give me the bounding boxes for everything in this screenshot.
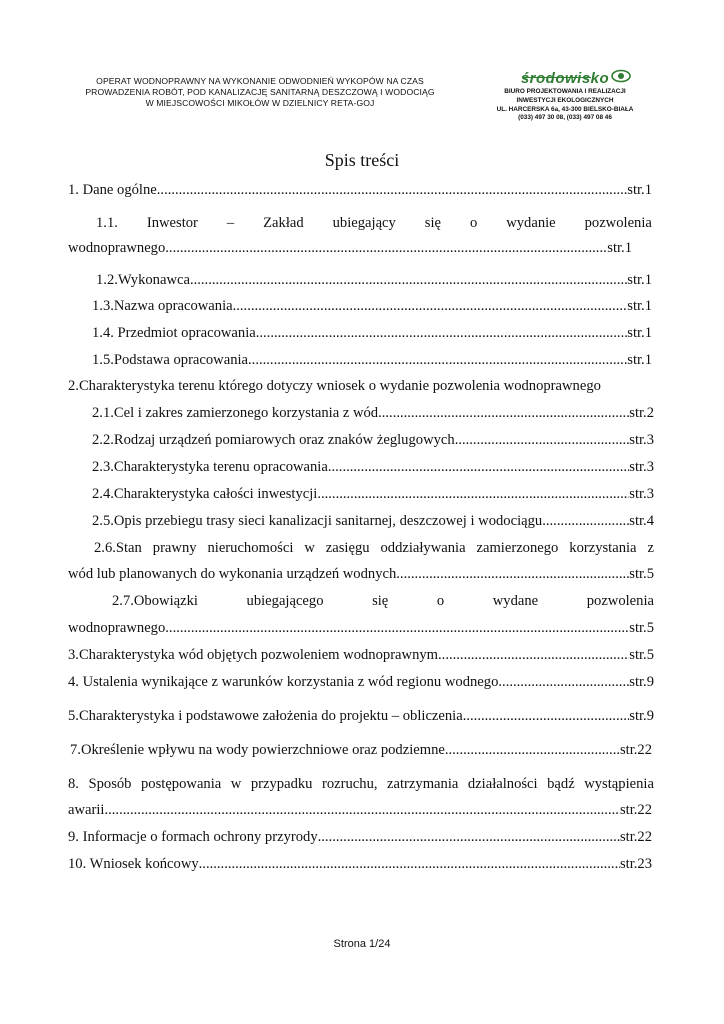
toc-entry[interactable] [68, 647, 654, 664]
toc-entry-page: str.3 [629, 486, 654, 502]
toc-entry-word: ubiegającego [246, 593, 324, 609]
toc-entry[interactable] [92, 432, 654, 449]
toc-entry-page: str.2 [629, 405, 654, 421]
toc-entry-word: o [436, 593, 445, 609]
toc-entry[interactable] [92, 352, 652, 369]
toc-entry-word: zamierzonego [476, 540, 559, 556]
toc-entry-label: wód lub planowanych do wykonania urządzeń wodnych [68, 566, 397, 582]
toc-entry[interactable] [68, 856, 652, 873]
toc-entry[interactable] [68, 708, 654, 725]
leader-dots [317, 486, 629, 503]
company-address [480, 88, 650, 123]
toc-entry-justified[interactable] [68, 776, 654, 793]
toc-entry-label: 1.2.Wykonawca [96, 272, 190, 288]
toc-entry-word: Inwestor [146, 215, 198, 231]
toc-entry-word: pozwolenia [586, 593, 654, 609]
toc-entry-page: str.9 [629, 708, 654, 724]
toc-entry-page: str.1 [627, 272, 652, 288]
toc-entry-justified[interactable] [96, 215, 652, 232]
toc-entry-page: str.1 [627, 352, 652, 368]
toc-entry-word: rozruchu, [322, 776, 378, 792]
leader-dots [256, 325, 628, 342]
page-header [0, 70, 724, 140]
toc-entry[interactable] [92, 325, 652, 342]
toc-entry-label: 2.5.Opis przebiegu trasy sieci kanalizacji sanitarnej, deszczowej i wodociągu [92, 513, 543, 529]
leader-dots [165, 240, 607, 257]
toc-entry-label: 1.4. Przedmiot opracowania [92, 325, 256, 341]
toc-entry-label: 7.Określenie wpływu na wody powierzchniowe oraz podziemne [70, 742, 445, 758]
toc-entry[interactable] [92, 486, 654, 503]
toc-entry-word: bądź [547, 776, 575, 792]
toc-entry-word: 1.1. [96, 215, 118, 231]
leader-dots [328, 459, 629, 476]
toc-entry-page: str.22 [619, 802, 652, 818]
toc-entry-word: 8. [68, 776, 79, 792]
project-title-line: OPERAT WODNOPRAWNY NA WYKONANIE ODWODNIEŃ WYKOPÓW NA CZAS [96, 76, 424, 86]
leader-dots [190, 272, 627, 289]
toc-entry-page: str.22 [619, 829, 652, 845]
toc-entry[interactable] [68, 674, 654, 691]
toc-entry[interactable] [92, 405, 654, 422]
toc-entry-page: str.5 [629, 620, 654, 636]
toc-entry-word: oddziaływania [380, 540, 466, 556]
toc-entry-word: w [304, 540, 315, 556]
toc-entry[interactable] [92, 513, 654, 530]
leader-dots [165, 620, 629, 637]
page-footer [0, 938, 724, 950]
company-line: UL. HARCERSKA 6a, 43-300 BIELSKO-BIAŁA [496, 105, 634, 113]
toc-entry-page: str.1 [627, 298, 652, 314]
eye-icon [611, 69, 631, 83]
toc-entry-label: 2.1.Cel i zakres zamierzonego korzystania z wód [92, 405, 379, 421]
toc-entry-word: z [647, 540, 654, 556]
toc-entry[interactable] [68, 566, 654, 583]
project-title-line: PROWADZENIA ROBÓT, POD KANALIZACJĘ SANITARNĄ DESZCZOWĄ I WODOCIĄG [85, 87, 435, 97]
leader-dots [455, 432, 630, 449]
company-logo [480, 70, 650, 123]
toc-section-heading[interactable] [68, 378, 658, 395]
leader-dots [248, 352, 627, 369]
toc-entry[interactable] [68, 802, 652, 819]
logo-wordmark [521, 70, 609, 87]
toc-entry-justified[interactable] [112, 593, 654, 610]
company-line: INWESTYCJI EKOLOGICZNYCH [516, 96, 614, 104]
toc-entry-label: 5.Charakterystyka i podstawowe założenia do projektu – obliczenia [68, 708, 463, 724]
leader-dots [104, 802, 620, 819]
leader-dots [318, 829, 620, 846]
leader-dots [438, 647, 629, 664]
toc-entry-page: str.4 [629, 513, 654, 529]
toc-entry[interactable] [68, 829, 652, 846]
toc-entry-label: 2.2.Rodzaj urządzeń pomiarowych oraz znaków żeglugowych [92, 432, 455, 448]
toc-entry-label: 1.3.Nazwa opracowania [92, 298, 233, 314]
toc-entry-word: zasięgu [325, 540, 370, 556]
toc-entry-page: str.5 [629, 566, 654, 582]
project-title [80, 76, 440, 109]
toc-entry[interactable] [68, 620, 654, 637]
toc-entry-page: str.1 [607, 240, 632, 256]
toc-entry-word: ubiegający [332, 215, 396, 231]
page-number: 1/24 [369, 938, 391, 950]
leader-dots [463, 708, 630, 725]
leader-dots [396, 566, 629, 583]
toc-entry-word: – [226, 215, 235, 231]
toc-entry-label: 2.4.Charakterystyka całości inwestycji [92, 486, 318, 502]
toc-entry-page: str.9 [629, 674, 654, 690]
toc-entry[interactable] [96, 272, 652, 289]
toc-entry-word: przypadku [250, 776, 313, 792]
toc-entry-label: 10. Wniosek końcowy [68, 856, 199, 872]
leader-dots [157, 182, 628, 199]
leader-dots [498, 674, 629, 691]
toc-entry-label: wodnoprawnego [68, 240, 166, 256]
toc-entry-label: 9. Informacje o formach ochrony przyrody [68, 829, 318, 845]
toc-entry-label: 1. Dane ogólne [68, 182, 157, 198]
toc-entry-label: 4. Ustalenia wynikające z warunków korzystania z wód regionu wodnego [68, 674, 499, 690]
toc-entry-word: wystąpienia [584, 776, 654, 792]
toc-entry-word: prawny [152, 540, 197, 556]
toc-entry-page: str.1 [627, 182, 652, 198]
project-title-line: W MIEJSCOWOŚCI MIKOŁÓW W DZIELNICY RETA-GOJ [145, 98, 375, 108]
toc-entry-word: Zakład [263, 215, 304, 231]
toc-entry-word: w [230, 776, 242, 792]
leader-dots [199, 856, 620, 873]
toc-entry[interactable] [68, 182, 652, 199]
toc-entry-word: 2.6.Stan [94, 540, 142, 556]
leader-dots [542, 513, 629, 530]
toc-entry-word: Sposób [88, 776, 132, 792]
leader-dots [378, 405, 629, 422]
toc-entry-word: wydanie [506, 215, 556, 231]
toc-title: Spis treści [324, 150, 400, 170]
toc-entry-label: 3.Charakterystyka wód objętych pozwoleniem wodnoprawnym [68, 647, 439, 663]
toc-entry[interactable] [70, 742, 652, 759]
toc-entry-page: str.22 [619, 742, 652, 758]
toc-entry-word: się [372, 593, 389, 609]
toc-entry-word: 2.7.Obowiązki [112, 593, 198, 609]
company-line: (033) 497 30 08, (033) 497 08 46 [518, 114, 612, 122]
toc-entry-word: o [469, 215, 478, 231]
toc-entry-word: wydane [492, 593, 539, 609]
toc-entry-label: wodnoprawnego [68, 620, 166, 636]
toc-entry[interactable] [68, 240, 632, 257]
toc-entry-label: awarii [68, 802, 105, 818]
logo-text: środowisko [520, 70, 610, 87]
toc-entry-word: nieruchomości [207, 540, 294, 556]
toc-entry-page: str.3 [629, 459, 654, 475]
toc-entry[interactable] [92, 459, 654, 476]
footer-label: Strona [333, 938, 366, 950]
toc-entry[interactable] [92, 298, 652, 315]
toc-entry-word: korzystania [569, 540, 637, 556]
toc-entry-page: str.23 [619, 856, 652, 872]
toc-entry-page: str.5 [629, 647, 654, 663]
leader-dots [233, 298, 628, 315]
toc-entry-word: zatrzymania [387, 776, 459, 792]
toc-entry-word: pozwolenia [584, 215, 652, 231]
toc-entry-word: się [424, 215, 441, 231]
toc-entry-label: 2.Charakterystyka terenu którego dotyczy wniosek o wydanie pozwolenia wodnoprawnego [68, 378, 601, 394]
toc-entry-justified[interactable] [94, 540, 654, 557]
company-line: BIURO PROJEKTOWANIA I REALIZACJI [504, 88, 626, 95]
toc-entry-word: działalności [467, 776, 538, 792]
toc-entry-page: str.1 [627, 325, 652, 341]
leader-dots [445, 742, 620, 759]
toc-entry-label: 1.5.Podstawa opracowania [92, 352, 249, 368]
toc-entry-word: postępowania [141, 776, 222, 792]
toc-entry-label: 2.3.Charakterystyka terenu opracowania [92, 459, 328, 475]
toc-entry-page: str.3 [629, 432, 654, 448]
